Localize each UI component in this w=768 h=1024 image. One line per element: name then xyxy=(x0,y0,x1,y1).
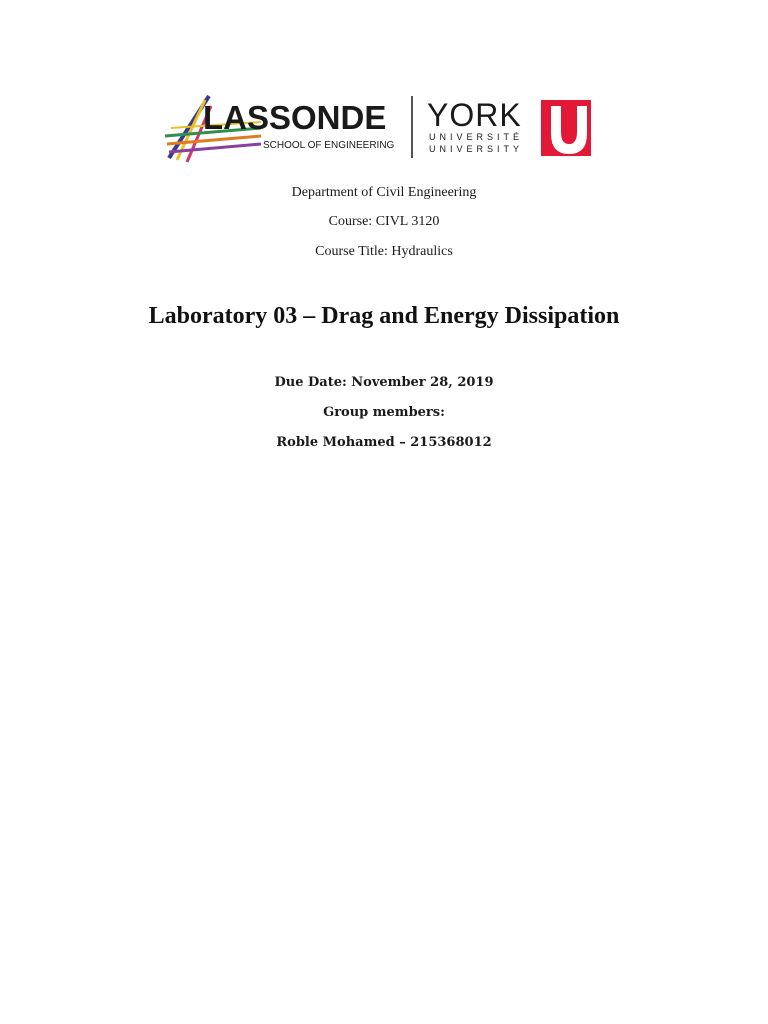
course-line: Course: CIVL 3120 xyxy=(328,214,440,229)
york-wordmark: YORK xyxy=(427,97,522,133)
group-member: Roble Mohamed – 215368012 xyxy=(276,435,492,450)
course-title-line: Course Title: Hydraulics xyxy=(315,244,453,259)
due-date: Due Date: November 28, 2019 xyxy=(274,375,494,390)
department-line: Department of Civil Engineering xyxy=(291,185,477,200)
logo-banner xyxy=(165,92,595,164)
lassonde-york-logo xyxy=(165,92,595,164)
group-label: Group members: xyxy=(323,405,445,420)
lassonde-subtitle: SCHOOL OF ENGINEERING xyxy=(263,140,395,151)
lassonde-wordmark: LASSONDE xyxy=(203,99,387,136)
york-u-mark-icon xyxy=(541,100,591,156)
york-line-universite: UNIVERSITÉ xyxy=(429,132,524,142)
logo-divider xyxy=(411,96,413,158)
page-title: Laboratory 03 – Drag and Energy Dissipation xyxy=(148,303,620,329)
york-line-university: UNIVERSITY xyxy=(429,144,524,154)
